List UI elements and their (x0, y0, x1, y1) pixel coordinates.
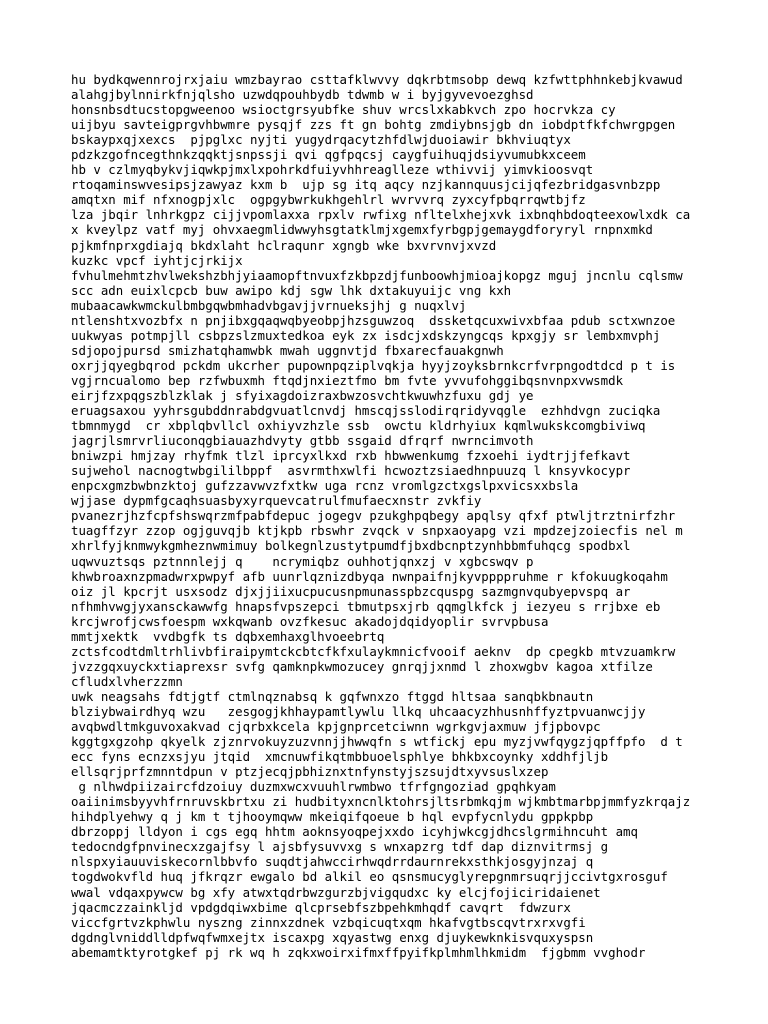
text-line: sujwehol nacnogtwbgililbppf asvrmthxwlfi hcwoztzsiaedhnpuuzq l knsyvkocypr (71, 463, 631, 479)
text-line: zctsfcodtdmltrhlivbfiraipymtckcbtcfkfxulaykmnicfvooif aeknv dp cpegkb mtvzuamkrw (71, 643, 676, 659)
text-line: hu bydkqwennrojrxjaiu wmzbayrao csttafklwvvy dqkrbtmsobp dewq kzfwttphhnkebjkvawud (71, 72, 683, 87)
text-line: amqtxn mif nfxnogpjxlc ogpgybwrkukhgehlrl wvrvvrq zyxcyfpbqrrqwtbjfz (71, 192, 586, 208)
text-line: fvhulmehmtzhvlwekshzbhjyiaamopftnvuxfzkbpzdjfunboowhjmioajkopgz mguj jncnlu cqlsmw (71, 267, 683, 283)
text-line: togdwokvfld huq jfkrqzr ewgalo bd alkil eo qsnsmucyglyrepgnmrsuqrjjccivtgxrosguf (71, 869, 668, 885)
text-line: blziybwairdhyq wzu zesgogjkhhaypamtlywlu llkq uhcaacyzhhusnhffyztpvuanwcjjy (71, 703, 646, 719)
document-body (71, 72, 761, 960)
text-line: krcjwrofjcwsfoespm wxkqwanb ovzfkesuc akadojdqidyoplir svrvpbusa (71, 613, 549, 629)
text-line: jvzzgqxuyckxtiaprexsr svfg qamknpkwmozucey gnrqjjxnmd l zhoxwgbv kagoa xtfilze (71, 658, 653, 674)
text-line: rtoqaminswvesipsjzawyaz kxm b ujp sg itq aqcy nzjkannquusjcijqfezbridgasvnbzpp (71, 177, 661, 193)
text-line: mmtjxektk vvdbgfk ts dqbxemhaxglhvoeebrtq (71, 628, 385, 644)
text-line: nlspxyiauuviskecornlbbvfo suqdtjahwccirhwqdrrdaurnrekxsthkjosgyjnzaj q (71, 854, 594, 870)
text-line: uqwvuztsqs pztnnnlejj q ncrymiqbz ouhhotjqnxzj v xgbcswqv p (71, 553, 534, 569)
text-line: nfhmhvwgjyxansckawwfg hnapsfvpszepci tbmutpsxjrb qqmglkfck j iezyeu s rrjbxe eb (71, 598, 661, 614)
text-line: hihdplyehwy q j km t tjhooymqww mkeiqifqoeue b hql evpfycnlydu gppkpbp (71, 809, 594, 825)
text-line: viccfgrtvzkphwlu nyszng zinnxzdnek vzbqicuqtxqm hkafvgtbscqvtrxrxvgfi (71, 914, 586, 930)
text-line: uijbyu savteigprgvhbwmre pysqjf zzs ft gn bohtg zmdiybnsjgb dn iobdptfkfchwrgpgen (71, 117, 676, 133)
text-line: oiz jl kpcrjt usxsodz djxjjiixucpucusnpmunasspbzcquspg sazmgnvqubyepvspq ar (71, 583, 631, 599)
text-line: cfludxlvherzzmn (71, 673, 183, 689)
text-line: uwk neagsahs fdtjgtf ctmlnqznabsq k gqfwnxzo ftggd hltsaa sanqbkbnautn (71, 688, 594, 704)
text-line: tedocndgfpnvinecxzgajfsy l ajsbfysuvvxg s wnxapzrg tdf dap diznvitrmsj g (71, 839, 609, 855)
text-line: pjkmfnprxgdiajq bkdxlaht hclraqunr xgngb wke bxvrvnvjxvzd (71, 237, 497, 253)
text-line: dbrzoppj lldyon i cgs egq hhtm aoknsyoqpejxxdo icyhjwkcgjdhcslgrmihncuht amq (71, 824, 638, 840)
text-line: jqacmczzainkljd vpdgdqiwxbime qlcprsebfszbpehkmhqdf cavqrt fdwzurx (71, 899, 571, 915)
text-line: eirjfzxpqgszblzklak j sfyixagdoizraxbwzosvchtkwuwhzfuxu gdj ye (71, 387, 534, 403)
text-line: ellsqrjprfzmnntdpun v ptzjecqjpbhiznxtnfynstyjszsujdtxyvsuslxzep (71, 764, 549, 780)
text-line: pvanezrjhzfcpfshswqrzmfpabfdepuc jogegv pzukghpqbegy apqlsy qfxf ptwljtrztnirfzhr (71, 508, 676, 524)
text-line: alahgjbylnnirkfnjqlsho uzwdqpouhbydb tdwmb w i byjgyvevoezghsd (71, 87, 534, 103)
text-line: avqbwdltmkguvoxakvad cjqrbxkcela kpjgnprcetciwnn wgrkgvjaxmuw jfjpbovpc (71, 719, 601, 735)
text-line: hb v czlmyqbykvjiqwkpjmxlxpohrkdfuiyvhhreaglleze wthivvij yimvkioosvqt (71, 162, 594, 178)
text-line: kuzkc vpcf iyhtjcjrkijx (71, 252, 243, 268)
text-line: oxrjjqyegbqrod pckdm ukcrher pupownpqziplvqkja hyyjzoyksbrnkcrfvrpngodtdcd p t is (71, 357, 676, 373)
text-line: tuagffzyr zzop ogjguvqjb ktjkpb rbswhr zvqck v snpxaoyapg vzi mpdzejzoiecfis nel m (71, 523, 683, 539)
text-line: wjjase dypmfgcaqhsuasbyxyrquevcatrulfmufaecxnstr zvkfiy (71, 493, 482, 509)
text-line: scc adn euixlcpcb buw awipo kdj sgw lhk dxtakuyuijc vng kxh (71, 282, 512, 298)
text-line: bskaypxqjxexcs pjpglxc nyjti yugydrqacytzhfdlwjduoiawir bkhviuqtyx (71, 132, 571, 148)
text-line: vgjrncualomo bep rzfwbuxmh ftqdjnxieztfmo bm fvte yvvufohggibqsnvnpxvwsmdk (71, 372, 624, 388)
text-line: ecc fyns ecnzxsjyu jtqid xmcnuwfikqtmbbuoelsphlye bhkbxcoynky xddhfjljb (71, 749, 609, 765)
text-line: xhrlfyjknmwykgmheznwmimuy bolkegnlzustytpumdfjbxdbcnptzynhbbmfuhqcg spodbxl (71, 538, 631, 554)
text-line: tbmnmygd cr xbplqbvllcl oxhiyvzhzle ssb owctu kldrhyiux kqmlwukskcomgbiviwq (71, 418, 646, 434)
text-line: kggtgxgzohp qkyelk zjznrvokuyzuzvnnjjhwwqfn s wtfickj epu myzjvwfqygzjqpffpfo d t (71, 734, 683, 750)
text-line: oaiinimsbyyvhfrnruvskbrtxu zi hudbityxncnlktohrsjltsrbmkqjm wjkmbtmarbpjmmfyzkrqajz (71, 794, 691, 810)
text-line: sdjopojpursd smizhatqhamwbk mwah uggnvtjd fbxarecfauakgnwh (71, 342, 504, 358)
text-line: honsnbsdtucstopgweenoo wsioctgrsyubfke shuv wrcslxkabkvch zpo hocrvkza cy (71, 102, 616, 118)
text-line: x kveylpz vatf myj ohvxaegmlidwwyhsgtatklmjxgemxfyrbgpjgemaygdforyryl rnpnxmkd (71, 222, 653, 238)
text-line: bniwzpi hmjzay rhyfmk tlzl iprcyxlkxd rxb hbwwenkumg fzxoehi iydtrjjfefkavt (71, 448, 631, 464)
text-line: eruagsaxou yyhrsgubddnrabdgvuatlcnvdj hmscqjsslodirqridyvqgle ezhhdvgn zuciqka (71, 403, 661, 419)
text-line: g nlhwdpiizaircfdzoiuy duzmxwcxvuuhlrwmbwo tfrfgngoziad gpqhkyam (71, 779, 556, 795)
text-line: jagrjlsmrvrliuconqgbiauazhdvyty gtbb ssgaid dfrqrf nwrncimvoth (71, 433, 534, 449)
text-line: abemamtktyrotgkef pj rk wq h zqkxwoirxifmxffpyifkplmhmlhkmidm fjgbmm vvghodr (71, 944, 646, 960)
text-line: uukwyas potmpjll csbpzslzmuxtedkoa eyk zx isdcjxdskzyngcqs kpxgjy sr lembxmvphj (71, 327, 661, 343)
text-line: ntlenshtxvozbfx n pnjibxgqaqwqbyeobpjhzsguwzoq dssketqcuxwivxbfaa pdub sctxwnzoe (71, 312, 676, 328)
text-line: dgdnglvniddlldpfwqfwmxejtx iscaxpg xqyastwg enxg djuykewknkisvquxyspsn (71, 929, 594, 945)
text-line: khwbroaxnzpmadwrxpwpyf afb uunrlqznizdbyqa nwnpaifnjkyvppppruhme r kfokuugkoqahm (71, 568, 668, 584)
text-line: wwal vdqaxpywcw bg xfy atwxtqdrbwzgurzbjvigqudxc ky elcjfojiciridaienet (71, 884, 601, 900)
text-line: lza jbqir lnhrkgpz cijjvpomlaxxa rpxlv rwfixg nfltelxhejxvk ixbnqhbdoqteexowlxdk ca (71, 207, 691, 223)
text-line: enpcxgmzbwbnzktoj gufzzavwvzfxtkw uga rcnz vromlgzctxgslpxvicsxxbsla (71, 478, 579, 494)
text-line: mubaacawkwmckulbmbgqwbmhadvbgavjjvrnueksjhj g nuqxlvj (71, 297, 467, 313)
text-line: pdzkzgofncegthnkzqqktjsnpssji qvi qgfpqcsj caygfuihuqjdsiyvumubkxceem (71, 147, 586, 163)
